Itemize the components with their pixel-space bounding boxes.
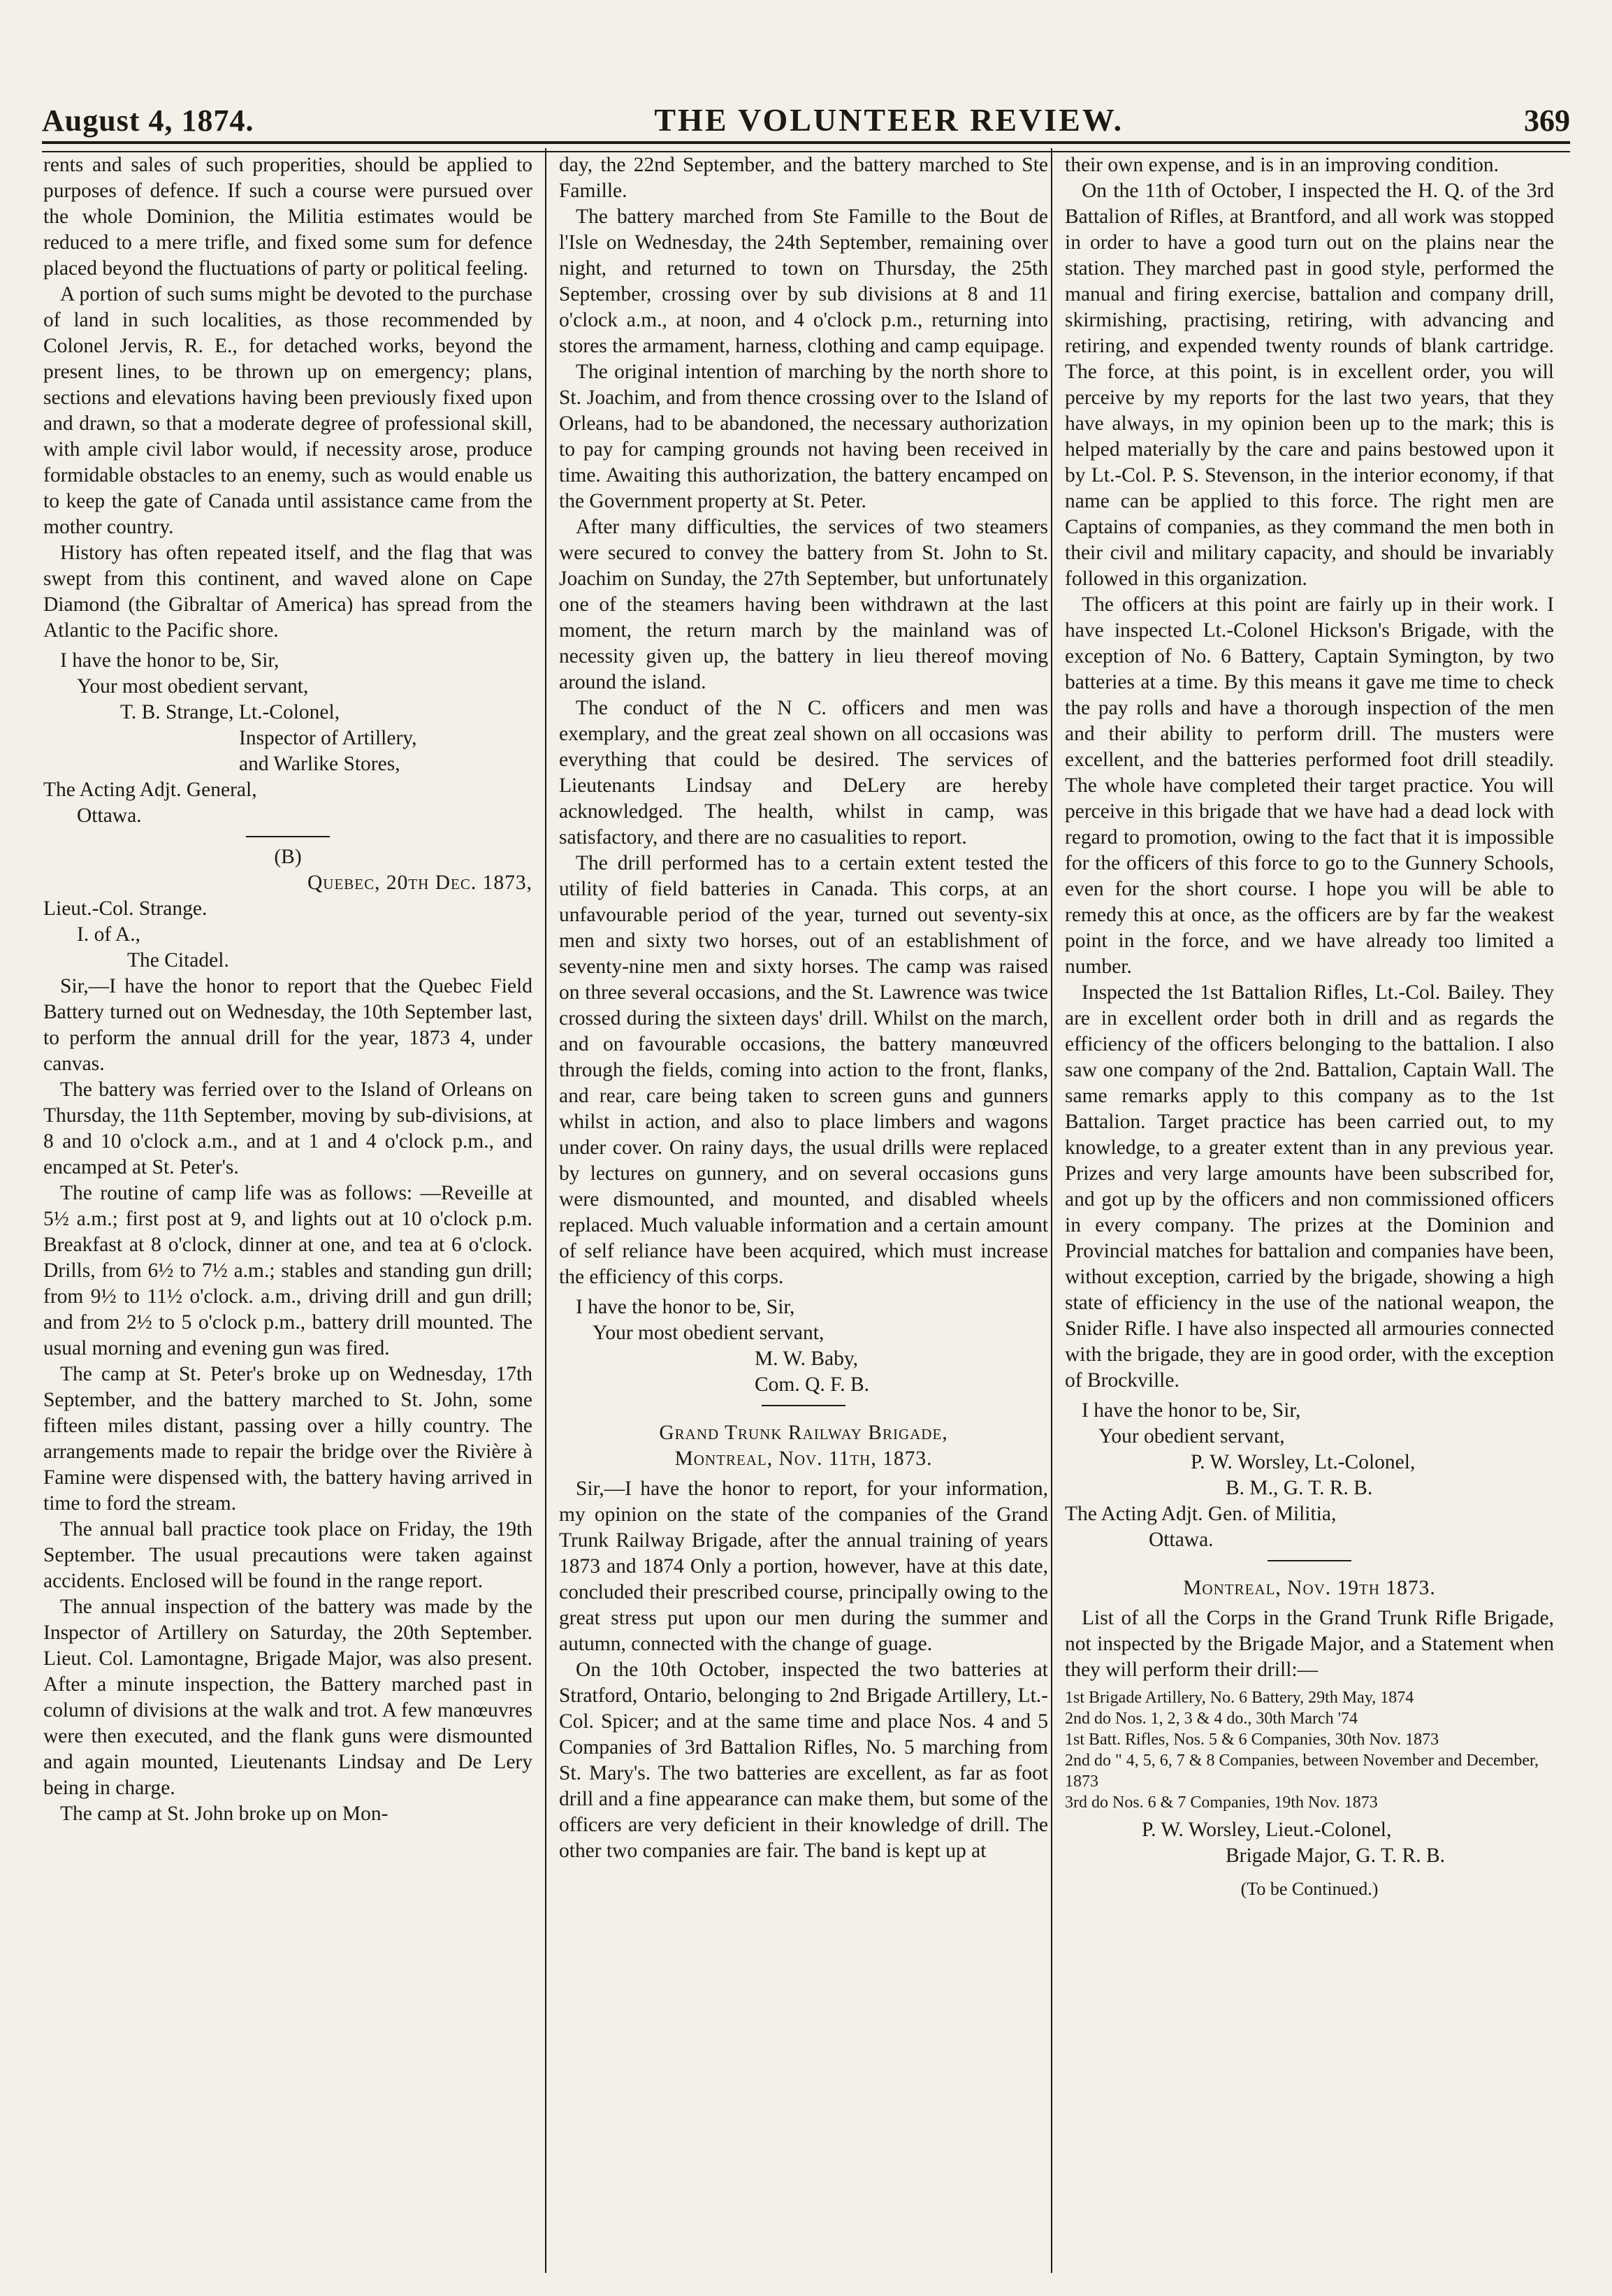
dateline: Quebec, 20th Dec. 1873, xyxy=(307,872,532,894)
addressee-place: Ottawa. xyxy=(1149,1529,1214,1551)
dateline: Montreal, Nov. 11th, 1873. xyxy=(674,1447,933,1470)
list-item: 3rd do Nos. 6 & 7 Companies, 19th Nov. 1873 xyxy=(1065,1793,1378,1812)
section-heading: Grand Trunk Railway Brigade, xyxy=(659,1422,948,1444)
paragraph: A portion of such sums might be devoted to the purchase of land in such localities, as those recommended by Colonel Jervis, R. E., for detached works, beyond the present lines, to be thrown up on emergency; plans, sections and elevations having been previously fixed upon and drawn, so that a moderate degree of professional skill, with ample civil labor would, if necessity arose, produce formidable obstacles to an enemy, such as would enable us to keep the gate of Canada until assistance came from the mother country. xyxy=(43,283,532,538)
paragraph: The annual ball practice took place on Friday, the 19th September. The usual precautions were taken against accidents. Enclosed will be found in the range report. xyxy=(43,1518,532,1592)
issue-date: August 4, 1874. xyxy=(42,103,254,138)
signature-title: Com. Q. F. B. xyxy=(755,1373,870,1396)
page-header xyxy=(42,89,1570,138)
paragraph: rents and sales of such properities, should be applied to purposes of defence. If such a course were pursued over the whole Dominion, the Militia estimates would be reduced to a mere trifle, and fixed some sum for defence placed beyond the fluctuations of party or political feeling. xyxy=(43,154,532,280)
paragraph: The routine of camp life was as follows: —Reveille at 5½ a.m.; first post at 9, and lights out at 10 o'clock p.m. Breakfast at 8 o'clock, dinner at one, and tea at 6 o'clock. Drills, from 6½ to 7½ a.m.; stables and standing gun drill; from 9½ to 11½ o'clock. a.m., driving drill and gun drill; and from 2½ to 5 o'clock p.m., battery drill mounted. The usual morning and evening gun was fired. xyxy=(43,1182,532,1359)
list-item: 1st Brigade Artillery, No. 6 Battery, 29th May, 1874 xyxy=(1065,1689,1414,1707)
signature-title: and Warlike Stores, xyxy=(239,753,400,775)
section-label: (B) xyxy=(274,846,302,868)
paragraph: List of all the Corps in the Grand Trunk Rifle Brigade, not inspected by the Brigade Major, and a Statement when they will perform their drill:— xyxy=(1065,1607,1554,1681)
addressee: Lieut.-Col. Strange. xyxy=(43,897,208,920)
column-divider xyxy=(1051,148,1052,2273)
paragraph: The original intention of marching by the north shore to St. Joachim, and from thence crossing over to the Island of Orleans, had to be abandoned, the necessary authorization to pay for camping grounds not having been received in time. Awaiting this authorization, the battery encamped on the Government property at St. Peter. xyxy=(559,361,1048,512)
list-item: 1st Batt. Rifles, Nos. 5 & 6 Companies, 30th Nov. 1873 xyxy=(1065,1731,1439,1749)
section-rule xyxy=(246,836,330,837)
closing-line: I have the honor to be, Sir, xyxy=(576,1296,795,1318)
closing-line: I have the honor to be, Sir, xyxy=(1082,1399,1301,1422)
paragraph: day, the 22nd September, and the battery marched to Ste Famille. xyxy=(559,154,1048,202)
closing-line: Your most obedient servant, xyxy=(77,675,309,698)
paragraph: The battery was ferried over to the Island of Orleans on Thursday, the 11th September, moving by sub-divisions, at 8 and 10 o'clock a.m., and at 1 and 4 o'clock p.m., and encamped at St. Peter's. xyxy=(43,1078,532,1178)
paragraph: On the 10th October, inspected the two batteries at Stratford, Ontario, belonging to 2nd Brigade Artillery, Lt.-Col. Spicer; and at the same time and place Nos. 4 and 5 Companies of 3rd Battalion Rifles, No. 5 marching from St. Mary's. The two batteries are excellent, as far as foot drill and a fine appearance can make them, but some of the officers are very deficient in their knowledge of drill. The other two companies are fair. The band is kept up at xyxy=(559,1659,1048,1862)
paragraph: Inspected the 1st Battalion Rifles, Lt.-Col. Bailey. They are in excellent order both in drill and as regards the efficiency of the officers belonging to the battalion. I also saw one company of the 2nd. Battalion, Captain Wall. The same remarks apply to this company as to the 1st Battalion. Target practice has been carried out, to my knowledge, to a greater extent than in any previous year. Prizes and very large amounts have been subscribed for, and got up by the officers and non commissioned officers in every company. The prizes at the Dominion and Provincial matches for battalion and companies have been, without exception, carried by the brigade, showing a high state of efficiency in the use of the national weapon, the Snider Rifle. I have also inspected all armouries connected with the brigade, they are in good order, with the exception of Brockville. xyxy=(1065,981,1554,1392)
signature-title: B. M., G. T. R. B. xyxy=(1226,1477,1373,1499)
paragraph: The conduct of the N C. officers and men was exemplary, and the great zeal shown on all occasions was everything that could be desired. The services of Lieutenants Lindsay and DeLery are hereby acknowledged. The health, whilst in camp, was satisfactory, and there are no casualities to report. xyxy=(559,697,1048,849)
list-item: 2nd do " 4, 5, 6, 7 & 8 Companies, between November and December, 1873 xyxy=(1065,1752,1539,1791)
addressee: I. of A., xyxy=(77,923,140,946)
closing-line: Your most obedient servant, xyxy=(593,1322,825,1344)
paragraph: The camp at St. Peter's broke up on Wednesday, 17th September, and the battery marched to St. John, some fifteen miles distant, passing over a hilly country. The arrangements made to repair the bridge over the Rivière à Famine were dispensed with, the battery having arrived in time to ford the stream. xyxy=(43,1363,532,1515)
addressee: The Acting Adjt. Gen. of Militia, xyxy=(1065,1503,1337,1525)
masthead-title: THE VOLUNTEER REVIEW. xyxy=(654,102,1124,138)
paragraph: History has often repeated itself, and the flag that was swept from this continent, and waved alone on Cape Diamond (the Gibraltar of America) has spread from the Atlantic to the Pacific shore. xyxy=(43,542,532,642)
closing-line: Your obedient servant, xyxy=(1098,1425,1285,1447)
closing-line: I have the honor to be, Sir, xyxy=(60,649,279,672)
column-1 xyxy=(43,152,532,2270)
page-number: 369 xyxy=(1523,103,1570,138)
paragraph: Sir,—I have the honor to report that the Quebec Field Battery turned out on Wednesday, the 10th September last, to perform the annual drill for the year, 1873 4, under canvas. xyxy=(43,975,532,1075)
dateline: Montreal, Nov. 19th 1873. xyxy=(1183,1577,1436,1599)
paragraph: The officers at this point are fairly up in their work. I have inspected Lt.-Colonel Hickson's Brigade, with the exception of No. 6 Battery, Captain Symington, by two batteries at a time. By this means it gave me time to check the pay rolls and have a thorough inspection of the men and their ability to perform drill. The musters were excellent, and the batteries performed foot drill steadily. The whole have completed their target practice. You will perceive in this brigade that we have had a dead lock with regard to promotion, owing to the fact that it is impossible for the officers of this force to go to the Gunnery Schools, even for the short course. I hope you will be able to remedy this at once, as the officers are by far the weakest point in the force, and we have already too limited a number. xyxy=(1065,593,1554,978)
signature: P. W. Worsley, Lieut.-Colonel, xyxy=(1142,1819,1392,1841)
paragraph: The camp at St. John broke up on Mon- xyxy=(60,1803,389,1825)
paragraph: After many difficulties, the services of two steamers were secured to convey the battery from St. John to St. Joachim on Sunday, the 27th September, but unfortunately one of the steamers having been withdrawn at the last moment, the return march by the mainland was of necessity given up, the battery in lieu thereof moving around the island. xyxy=(559,516,1048,693)
paragraph: The battery marched from Ste Famille to the Bout de l'Isle on Wednesday, the 24th September, remaining over night, and returned to town on Thursday, the 25th September, crossing over by sub divisions at 8 and 11 o'clock a.m., at noon, and 4 o'clock p.m., returning into stores the armament, harness, clothing and camp equipage. xyxy=(559,205,1048,357)
paragraph: Sir,—I have the honor to report, for your information, my opinion on the state of the companies of the Grand Trunk Railway Brigade, after the annual training of years 1873 and 1874 Only a portion, however, have at this date, concluded their prescribed course, principally owing to the great stress put upon our men during the summer and autumn, connected with the change of guage. xyxy=(559,1478,1048,1655)
continuation-note: (To be Continued.) xyxy=(1240,1879,1379,1899)
paragraph: The annual inspection of the battery was made by the Inspector of Artillery on Saturday, the 20th September. Lieut. Col. Lamontagne, Brigade Major, was also present. After a minute inspection, the Battery marched past in column of divisions at the walk and trot. A few manœuvres were then executed, and the flank guns were dismounted and again mounted, Lieutenants Lindsay and De Lery being in charge. xyxy=(43,1596,532,1799)
column-divider xyxy=(545,148,546,2273)
paragraph: their own expense, and is in an improving condition. xyxy=(1065,154,1500,176)
list-item: 2nd do Nos. 1, 2, 3 & 4 do., 30th March '74 xyxy=(1065,1710,1358,1728)
header-rule xyxy=(42,141,1570,152)
addressee: The Citadel. xyxy=(127,949,229,972)
signature: M. W. Baby, xyxy=(755,1348,859,1370)
paragraph: On the 11th of October, I inspected the H. Q. of the 3rd Battalion of Rifles, at Brantford, and all work was stopped in order to have a good turn out on the plains near the station. They marched past in good style, performed the manual and firing exercise, battalion and company drill, skirmishing, practising, retiring, with advancing and retiring, and expended twenty rounds of blank cartridge. The force, at this point, is in excellent order, you will perceive by my reports for the last two years, that they have always, in my opinion been up to the mark; this is helped materially by the care and pains bestowed upon it by Lt.-Col. P. S. Stevenson, in the interior economy, if that name can be applied to this force. The right men are Captains of companies, as they command the men both in their civil and military capacity, and should be invariably followed in this organization. xyxy=(1065,180,1554,590)
signature-title: Inspector of Artillery, xyxy=(239,727,417,749)
section-rule xyxy=(1268,1560,1351,1561)
paragraph: The drill performed has to a certain extent tested the utility of field batteries in Canada. This corps, at an unfavourable period of the year, turned out seventy-six men and sixty two horses, out of an establishment of seventy-nine men and sixty horses. The camp was raised on three several occasions, and the St. Lawrence was twice crossed during the sixteen days' drill. Whilst on the march, and on favourable occasions, the battery manœuvred through the fields, coming into action to the front, flanks, and rear, care being taken to screen guns and gunners whilst in action, and also to place limbers and wagons under cover. On rainy days, the usual drills were replaced by lectures on gunnery, and on several occasions guns were dismounted, and mounted, and disabled wheels replaced. Much valuable information and a certain amount of self reliance have been acquired, which must increase the efficiency of this corps. xyxy=(559,852,1048,1288)
column-3 xyxy=(1065,152,1554,2270)
signature: P. W. Worsley, Lt.-Colonel, xyxy=(1191,1451,1416,1473)
section-rule xyxy=(762,1405,845,1406)
addressee: The Acting Adjt. General, xyxy=(43,779,257,801)
signature: T. B. Strange, Lt.-Colonel, xyxy=(120,701,340,723)
signature-title: Brigade Major, G. T. R. B. xyxy=(1226,1844,1445,1867)
addressee-place: Ottawa. xyxy=(77,804,142,827)
column-2 xyxy=(559,152,1048,2270)
